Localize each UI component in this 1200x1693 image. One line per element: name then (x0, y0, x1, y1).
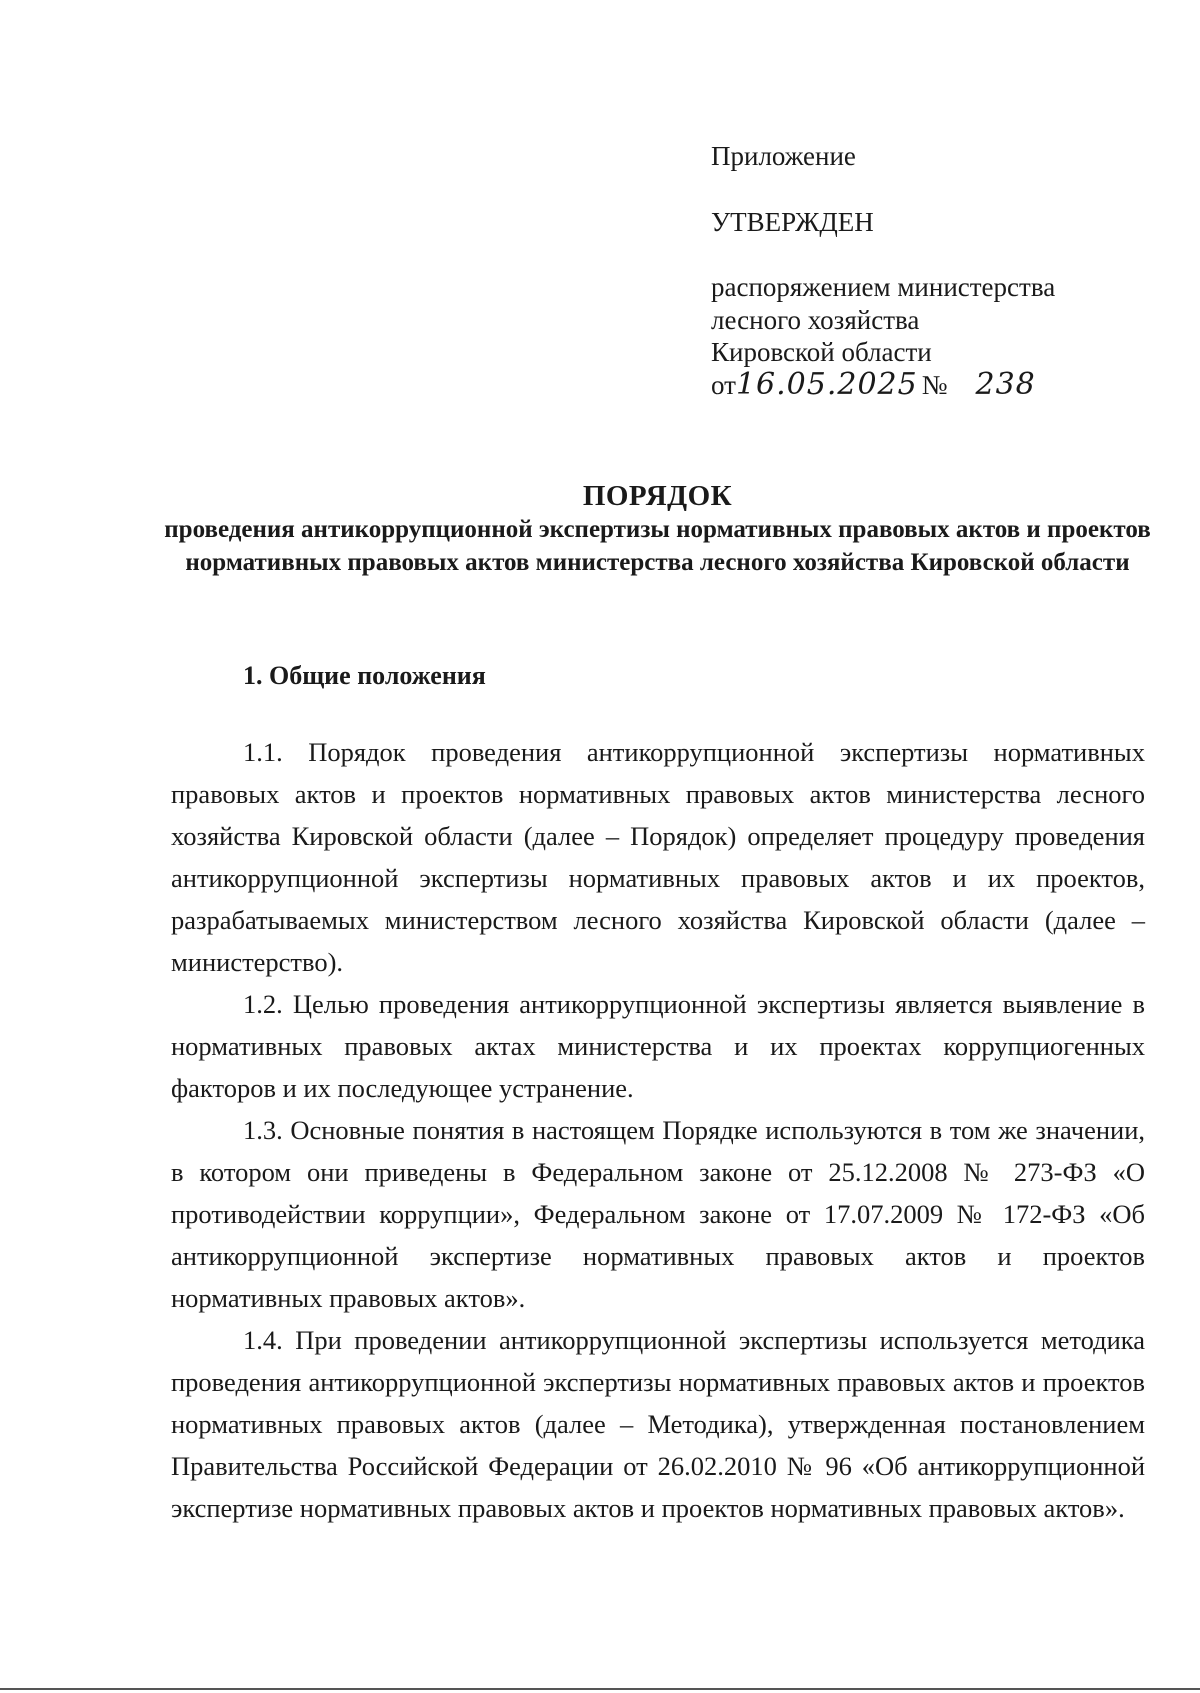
paragraph-1-4: 1.4. При проведении антикоррупционной экспертизы используется методика проведения антикоррупционной экспертизы нормативных правовых актов и проектов нормативных правовых актов (далее – Методика), утвержденная постановлением Правительства Российской Федерации от 26.02.2010 № 96 «Об антикоррупционной экспертизе нормативных правовых актов и проектов нормативных правовых актов». (171, 1325, 1145, 1523)
date-number-line (711, 366, 1131, 402)
appendix-label: Приложение (711, 141, 856, 171)
number-label: № (921, 369, 948, 400)
section-heading: 1. Общие положения (243, 661, 486, 690)
paragraph-1-3: 1.3. Основные понятия в настоящем Порядке используются в том же значении, в котором они приведены в Федеральном законе от 25.12.2008 № 273-ФЗ «О противодействии коррупции», Федеральном законе от 17.07.2009 № 172-ФЗ «Об антикоррупционной экспертизе нормативных правовых актов и проектов нормативных правовых актов». (171, 1115, 1145, 1313)
approval-block (711, 140, 1131, 401)
title-subtitle: проведения антикоррупционной экспертизы нормативных правовых актов и проектов нормативных правовых актов министерства лесного хозяйства Кировской области (164, 516, 1151, 576)
date-prefix: от (711, 369, 736, 400)
document-title (150, 478, 1165, 579)
approved-by-line-2: лесного хозяйства (711, 304, 920, 335)
approved-by-line-1: распоряжением министерства (711, 272, 1056, 302)
approved-label: УТВЕРЖДЕН (711, 206, 874, 237)
page-bottom-edge (0, 1688, 1200, 1690)
paragraph-1-1: 1.1. Порядок проведения антикоррупционной экспертизы нормативных правовых актов и проектов нормативных правовых актов министерства лесного хозяйства Кировской области (далее – Порядок) определяет процедуру проведения антикоррупционной экспертизы нормативных правовых актов и их проектов, разрабатываемых министерством лесного хозяйства Кировской области (далее – министерство). (171, 737, 1145, 977)
handwritten-date: 16.05.2025 (735, 366, 918, 402)
paragraph-1-2: 1.2. Целью проведения антикоррупционной экспертизы является выявление в нормативных правовых актах министерства и их проектах коррупциогенных факторов и их последующее устранение. (171, 989, 1145, 1103)
approved-by-line-3: Кировской области (711, 337, 932, 367)
handwritten-number: 238 (975, 366, 1036, 402)
section-body (171, 731, 1145, 1529)
title-main: ПОРЯДОК (582, 480, 733, 512)
